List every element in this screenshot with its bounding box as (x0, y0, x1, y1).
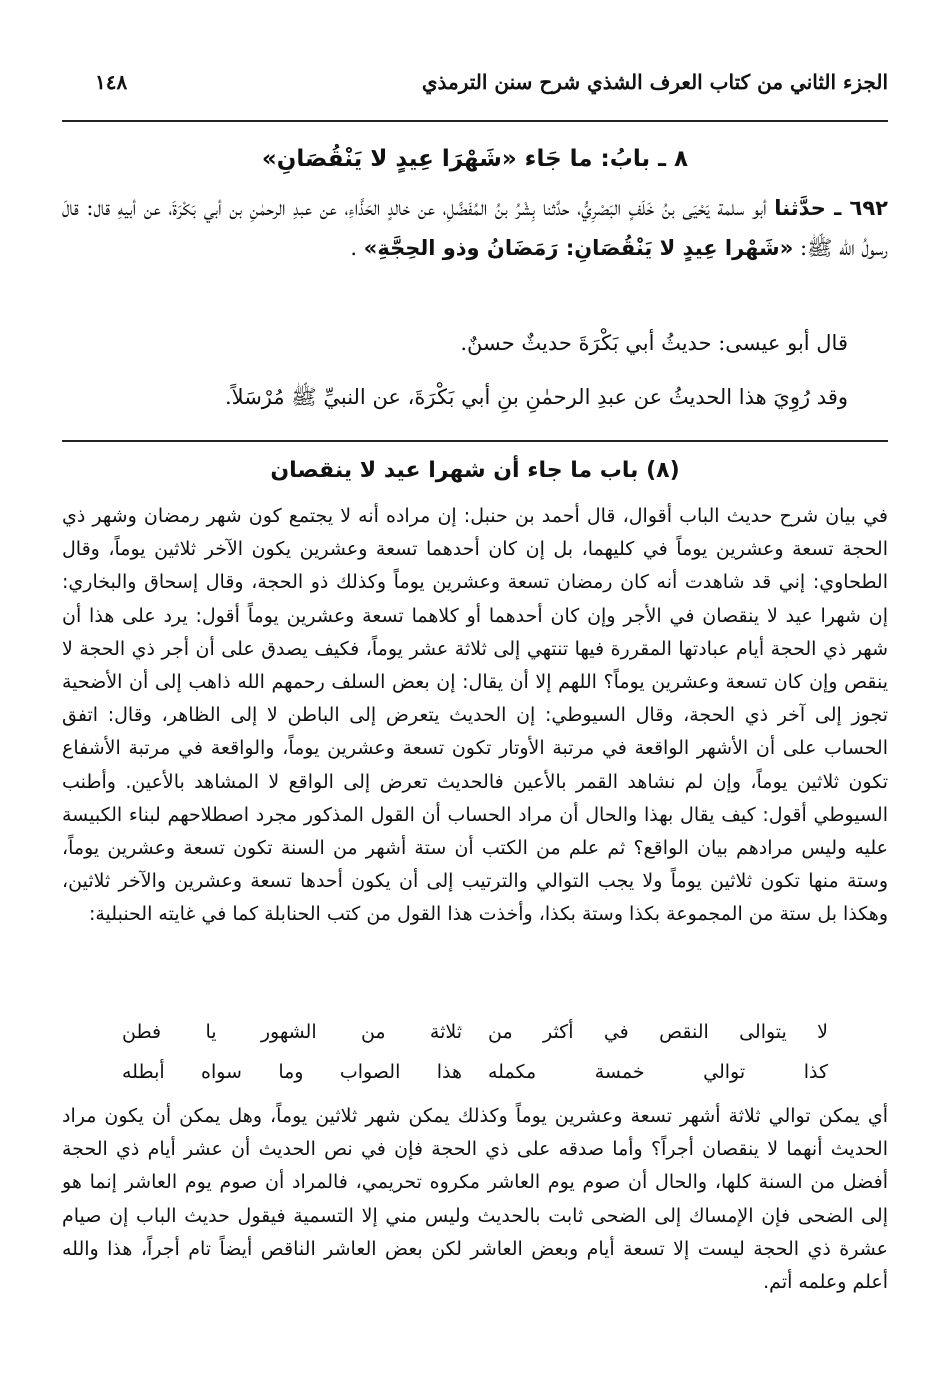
commentary-body (62, 500, 888, 932)
poem (62, 1012, 888, 1092)
note-grading: قال أبو عيسى: حديثُ أبي بَكْرَةَ حديثٌ حسنٌ. (460, 331, 848, 355)
page-number: ١٤٨ (95, 70, 128, 94)
poem-verse (62, 1052, 888, 1092)
hadith-text (62, 188, 888, 268)
verse-first-hemistich: كذا توالي خمسة مكمله (488, 1061, 828, 1083)
hadith-number: ٦٩٢ ـ حدَّثنا (774, 196, 888, 220)
tirmidhi-notes (62, 322, 888, 430)
verse-second-hemistich: هذا الصواب وما سواه أبطله (122, 1061, 462, 1083)
hadith-isnad: أبو سلمة يَحْيَى بنُ خَلَفٍ البَصْرِيُّ، حدَّثنا بِشْرُ بنُ المُفَضَّلِ، عن خالدٍ الحَذَّاءِ، عن عبدِ الرحمٰنِ بن أبي بَكْرَةَ، عن أبيهِ قال: قالَ رسولُ الله ﷺ: (62, 196, 888, 260)
commentary-paragraph: في بيان شرح حديث الباب أقوال، قال أحمد بن حنبل: إن مراده أنه لا يجتمع كون شهر رمضان وشهر ذي الحجة تسعة وعشرين يوماً في كليهما، بل إن كان أحدهما تسعة وعشرين يكون الآخر ثلاثين يوماً، وقال الطحاوي: إني قد شاهدت أنه كان رمضان تسعة وعشرين يوماً وكذلك ذو الحجة، وقال إسحاق والبخاري: إن شهرا عيد لا ينقصان في الأجر وإن كان أحدهما أو كلاهما تسعة وعشرين يوماً أقول: يرد على هذا أن شهر ذي الحجة أيام عبادتها المقررة فيها تنتهي إلى ثلاثة عشر يوماً، فكيف يصدق على أن أجر ذي الحجة لا ينقص وإن كان تسعة وعشرين يوماً؟ اللهم إلا أن يقال: إن بعض السلف رحمهم الله ذاهب إلى أن الأضحية تجوز إلى آخر ذي الحجة، وقال السيوطي: إن الحديث يتعرض إلى الباطن لا إلى الظاهر، وقال: اتفق الحساب على أن الأشهر الواقعة في مرتبة الأوتار تكون تسعة وعشرين يوماً، والواقعة في مرتبة الأشفاع تكون ثلاثين يوماً، وإن لم نشاهد القمر بالأعين فالحديث تعرض إلى الواقع لا المشاهد بالأعين. وأطنب السيوطي أقول: كيف يقال بهذا والحال أن مراد الحساب أن القول المذكور مجرد اصطلاحهم لبناء الكبيسة عليه وليس مرادهم بيان الواقع؟ ثم علم من الكتب أن ستة أشهر من السنة تكون تسعة وعشرين يوماً، وستة منها تكون ثلاثين يوماً ولا يجب التوالي والترتيب إلى أن يكون أحدها تسعة وعشرين والآخر ثلاثين، وهكذا بل ستة من المجموعة بكذا وستة بكذا، وأخذت هذا القول من كتب الحنابلة كما في غايته الحنبلية: (62, 505, 888, 926)
page-header (95, 58, 888, 106)
closing-paragraph: أي يمكن توالي ثلاثة أشهر تسعة وعشرين يوماً وكذلك يمكن شهر ثلاثين يوماً، وهل يمكن أن يكون مراد الحديث أنهما لا ينقصان أجراً؟ وأما صدقه على ذي الحجة فإن في نص الحديث أن عشر أيام ذي الحجة أفضل من السنة كلها، والحال أن صوم يوم العاشر مكروه تحريمي، فالمراد أن صوم يوم العاشر إنما هو إلى الضحى فإن الإمساك إلى الضحى ثابت بالحديث وليس مني إلا التسمية فيقول حديث الباب إن صيام عشرة ذي الحجة ليست إلا تسعة أيام وبعض العاشر لكن بعض العاشر الناقص أيضاً تام أجراً، هذا والله أعلم وعلمه أتم. (62, 1105, 888, 1294)
header-divider (62, 120, 888, 122)
verse-first-hemistich: لا يتوالى النقص في أكثر من (488, 1021, 828, 1043)
verse-second-hemistich: ثلاثة من الشهور يا فطن (122, 1021, 462, 1043)
section-divider (62, 440, 888, 442)
hadith-matn: «شَهْرا عِيدٍ لا يَنْقُصَانِ: رَمَضَانُ وذو الحِجَّةِ» (363, 236, 794, 260)
poem-verse (62, 1012, 888, 1052)
chapter-title: ٨ ـ بابُ: ما جَاء «شَهْرَا عِيدٍ لا يَنْقُصَانِ» (261, 146, 689, 172)
note-mursal: وقد رُوِيَ هذا الحديثُ عن عبدِ الرحمٰنِ بنِ أبي بَكْرَةَ، عن النبيِّ ﷺ مُرْسَلاً. (225, 385, 848, 409)
running-title: الجزء الثاني من كتاب العرف الشذي شرح سنن الترمذي (421, 70, 888, 94)
closing-commentary (62, 1100, 888, 1299)
commentary-title: (٨) باب ما جاء أن شهرا عيد لا ينقصان (270, 458, 680, 483)
hadith-end: . (350, 236, 364, 260)
